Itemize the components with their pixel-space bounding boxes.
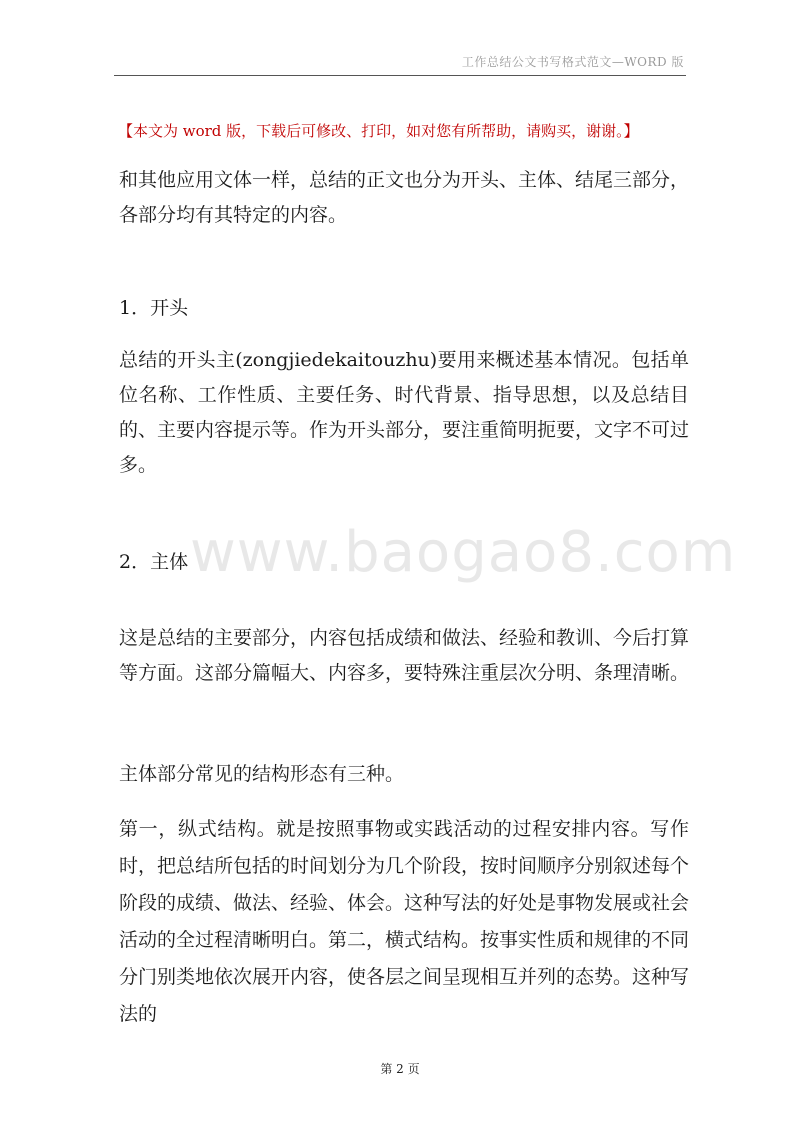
opening-paragraph: 总结的开头主(zongjiedekaitouzhu)要用来概述基本情况。包括单位名称、工作性质、主要任务、时代背景、指导思想，以及总结目的、主要内容提示等。作为开头部分，要注重简明扼要，文字不可过多。 bbox=[119, 349, 690, 476]
page-number: 第 2 页 bbox=[380, 1062, 420, 1076]
watermark: www.baogao8.com bbox=[190, 520, 737, 585]
header-title: 工作总结公文书写格式范文—WORD 版 bbox=[461, 55, 684, 69]
main-body-paragraph: 这是总结的主要部分，内容包括成绩和做法、经验和教训、今后打算等方面。这部分篇幅大、内容多，要特殊注重层次分明、条理清晰。 bbox=[119, 627, 690, 684]
section-heading-main: 2．主体 bbox=[119, 551, 189, 573]
purchase-notice: 【本文为 word 版，下载后可修改、打印，如对您有所帮助，请购买，谢谢。】 bbox=[118, 122, 639, 140]
structures-paragraph: 主体部分常见的结构形态有三种。 bbox=[119, 763, 405, 785]
intro-paragraph: 和其他应用文体一样，总结的正文也分为开头、主体、结尾三部分，各部分均有其特定的内容。 bbox=[119, 169, 690, 226]
header-rule bbox=[114, 75, 686, 76]
section-heading-opening: 1．开头 bbox=[119, 297, 189, 319]
structure-detail-paragraph: 第一，纵式结构。就是按照事物或实践活动的过程安排内容。写作时，把总结所包括的时间划分为几个阶段，按时间顺序分别叙述每个阶段的成绩、做法、经验、体会。这种写法的好处是事物发展或社会活动的全过程清晰明白。第二，横式结构。按事实性质和规律的不同分门别类地依次展开内容，使各层之间呈现相互并列的态势。这种写法的 bbox=[119, 818, 690, 1025]
